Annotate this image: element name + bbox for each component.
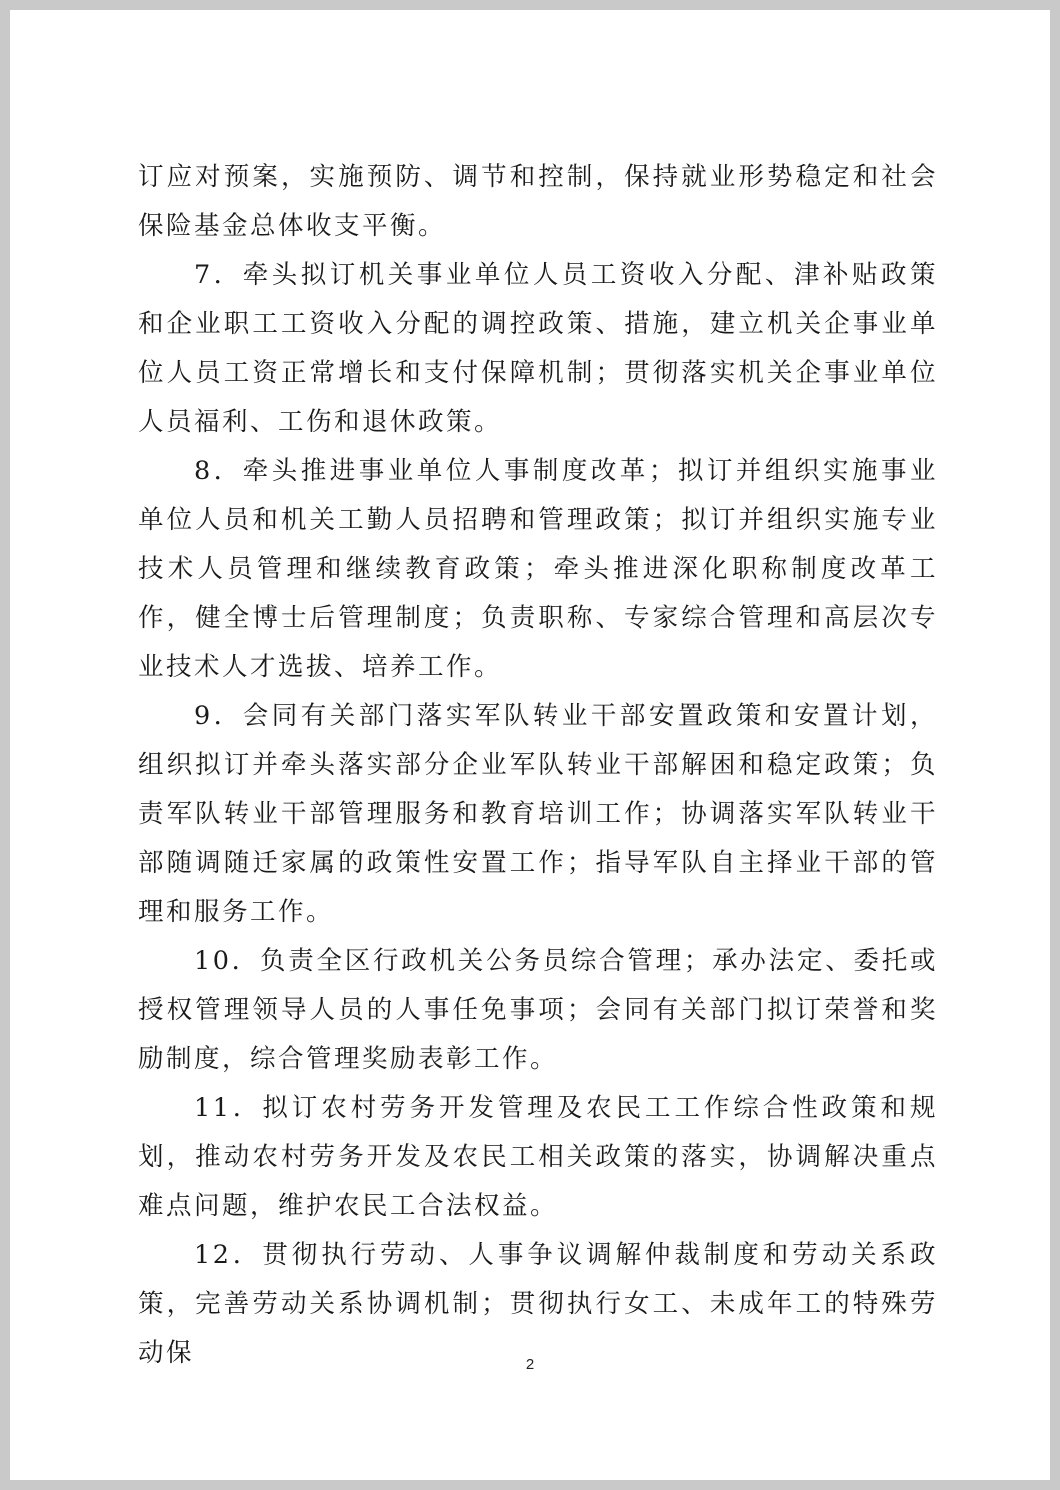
page-number: 2: [525, 1356, 535, 1373]
paragraph-item-12: 12．贯彻执行劳动、人事争议调解仲裁制度和劳动关系政策，完善劳动关系协调机制；贯彻执行女工、未成年工的特殊劳动保: [138, 1240, 938, 1368]
paragraph-continuation: 订应对预案，实施预防、调节和控制，保持就业形势稳定和社会保险基金总体收支平衡。: [138, 162, 938, 241]
paragraph-item-8: 8．牵头推进事业单位人事制度改革；拟订并组织实施事业单位人员和机关工勤人员招聘和管理政策；拟订并组织实施专业技术人员管理和继续教育政策；牵头推进深化职称制度改革工作，健全博士后管理制度；负责职称、专家综合管理和高层次专业技术人才选拔、培养工作。: [138, 456, 938, 682]
paragraph-item-9: 9．会同有关部门落实军队转业干部安置政策和安置计划，组织拟订并牵头落实部分企业军队转业干部解困和稳定政策；负责军队转业干部管理服务和教育培训工作；协调落实军队转业干部随调随迁家属的政策性安置工作；指导军队自主择业干部的管理和服务工作。: [138, 701, 938, 927]
document-body: [138, 153, 938, 1378]
paragraph-item-7: 7．牵头拟订机关事业单位人员工资收入分配、津补贴政策和企业职工工资收入分配的调控政策、措施，建立机关企事业单位人员工资正常增长和支付保障机制；贯彻落实机关企事业单位人员福利、工伤和退休政策。: [138, 260, 938, 437]
document-page: [10, 10, 1050, 1480]
paragraph-item-11: 11．拟订农村劳务开发管理及农民工工作综合性政策和规划，推动农村劳务开发及农民工相关政策的落实，协调解决重点难点问题，维护农民工合法权益。: [138, 1093, 938, 1221]
paragraph-item-10: 10．负责全区行政机关公务员综合管理；承办法定、委托或授权管理领导人员的人事任免事项；会同有关部门拟订荣誉和奖励制度，综合管理奖励表彰工作。: [138, 946, 938, 1074]
